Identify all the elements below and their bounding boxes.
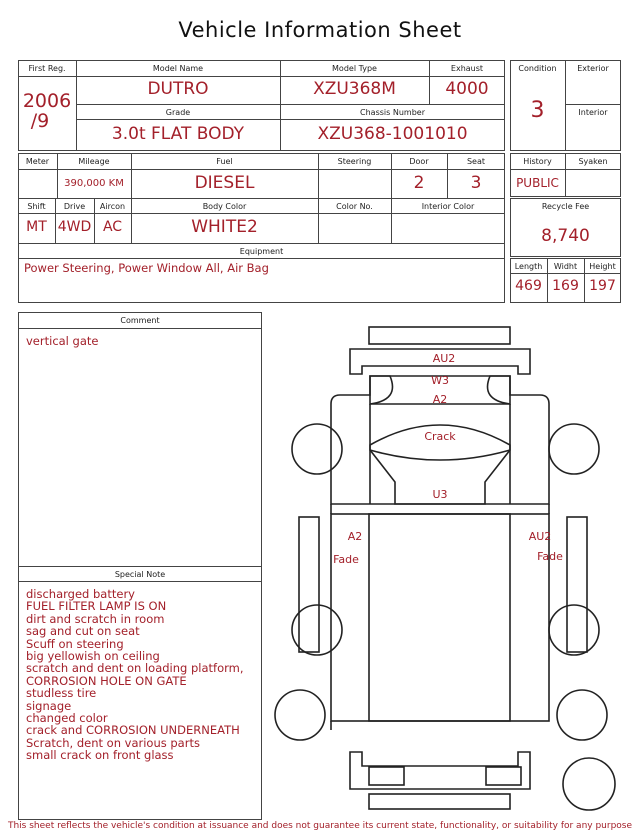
aircon-value: AC [102,219,123,235]
comment-value: vertical gate [26,334,99,348]
fuel-value: DIESEL [194,173,255,193]
exhaust-value: 4000 [445,79,489,99]
comment-label: Comment [120,316,160,325]
chassis-number-label: Chassis Number [360,108,425,117]
cargo-bed [331,514,549,721]
length-label: Length [514,262,543,271]
front-right-tire [549,424,599,474]
model-name-value: DUTRO [147,79,209,99]
left-rear-lamp [369,767,404,785]
fuel-label: Fuel [216,157,233,166]
recycle-fee-value: 8,740 [541,226,590,246]
shift-value: MT [26,219,47,235]
equipment-value: Power Steering, Power Window All, Air Bag [24,261,269,275]
width-value: 169 [552,278,579,294]
interior-label: Interior [578,108,608,117]
door-value: 2 [413,173,425,193]
exhaust-label: Exhaust [450,64,484,73]
history-value: PUBLIC [516,176,559,190]
seat-label: Seat [466,157,486,166]
syaken-label: Syaken [578,157,608,166]
grille-mark: W3 [431,374,449,387]
left-side-mark: A2 [347,530,363,543]
special-note-item: small crack on front glass [26,748,174,763]
drive-label: Drive [63,202,86,211]
special-note-item: big yellowish on ceiling [26,649,160,664]
front-bumper-top [369,327,510,344]
rear-step [369,794,510,809]
right-side-gate [567,517,587,652]
left-side-note: Fade [333,553,359,566]
length-value: 469 [515,278,542,294]
condition-value: 3 [530,98,545,123]
shift-label: Shift [27,202,46,211]
first-reg-month: /9 [30,110,50,132]
aircon-label: Aircon [99,202,126,211]
door-label: Door [409,157,429,166]
grade-value: 3.0t FLAT BODY [111,124,245,144]
left-fender [370,376,393,404]
special-note-item: CORROSION HOLE ON GATE [26,673,187,688]
right-side-mark: AU2 [528,530,552,543]
special-note-item: signage [26,698,72,713]
meter-label: Meter [25,157,50,166]
condition-label: Condition [518,64,557,73]
roof-mark: U3 [432,488,448,501]
special-note-label: Special Note [114,570,166,579]
special-note-item: sag and cut on seat [26,624,140,639]
height-value: 197 [589,278,616,294]
rear-left-outer-tire [275,690,325,740]
special-note-item: crack and CORROSION UNDERNEATH [26,723,240,738]
cargo-bed-floor [369,514,510,721]
sheet-title: Vehicle Information Sheet [178,18,462,42]
model-type-label: Model Type [332,64,377,73]
grade-label: Grade [165,108,191,117]
special-note-item: FUEL FILTER LAMP IS ON [26,599,167,614]
color-no-label: Color No. [336,202,373,211]
chassis-number-value: XZU368-1001010 [317,124,468,144]
vehicle-damage-diagram [270,322,620,814]
steering-label: Steering [337,157,372,166]
exterior-label: Exterior [577,64,609,73]
seat-value: 3 [470,173,482,193]
disclaimer-footer: This sheet reflects the vehicle's condition at issuance and does not guarantee its current state, functionality, or suitability for any purpose [7,821,633,831]
drive-value: 4WD [57,219,92,235]
special-note-item: Scratch, dent on various parts [26,735,200,750]
body-color-label: Body Color [202,202,247,211]
equipment-label: Equipment [239,247,284,256]
recycle-fee-label: Recycle Fee [541,202,590,211]
mileage-label: Mileage [78,157,110,166]
special-note-list [26,588,244,762]
special-note-item: Scuff on steering [26,636,124,651]
right-fender [488,376,511,404]
width-label: Widht [553,262,578,271]
hood-mark: A2 [432,393,448,406]
mileage-value: 390,000 KM [64,178,124,189]
interior-color-label: Interior Color [421,202,475,211]
rear-bumper [350,752,530,789]
rear-right-outer-tire [557,690,607,740]
body-color-value: WHITE2 [191,217,258,237]
special-note-item: scratch and dent on loading platform, [26,661,244,676]
windshield-mark: Crack [424,430,456,443]
right-side-note: Fade [537,550,563,563]
model-type-value: XZU368M [313,79,396,99]
height-label: Height [589,262,616,271]
special-note-item: changed color [26,711,108,726]
first-reg-year: 2006 [22,90,72,112]
special-note-item: studless tire [26,686,97,701]
right-rear-lamp [486,767,521,785]
special-note-item: dirt and scratch in room [26,611,165,626]
bumper-mark: AU2 [432,352,456,365]
front-left-tire [292,424,342,474]
spare-tire [563,758,615,810]
history-label: History [523,157,552,166]
first-reg-label: First Reg. [28,64,66,73]
model-name-label: Model Name [152,64,204,73]
special-note-item: discharged battery [26,587,135,601]
rear-right-tire [549,605,599,655]
left-side-gate [299,517,319,652]
